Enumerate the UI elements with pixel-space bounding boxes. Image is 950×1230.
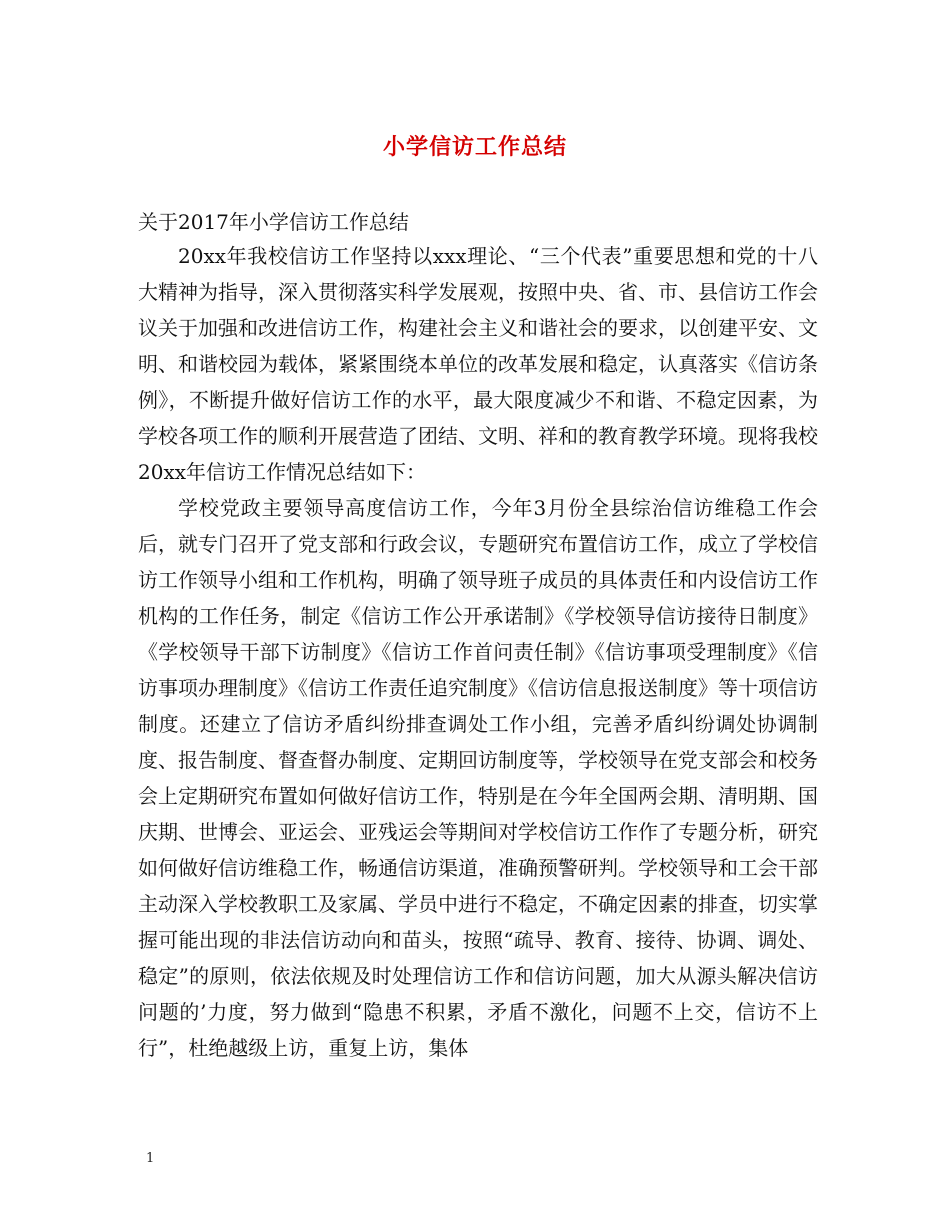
document-title: 小学信访工作总结 (382, 135, 567, 160)
body-paragraph: 学校党政主要领导高度信访工作，今年3月份全县综治信访维稳工作会后，就专门召开了党支部和行政会议，专题研究布置信访工作，成立了学校信访工作领导小组和工作机构，明确了领导班子成员的具体责任和内设信访工作机构的工作任务，制定《信访工作公开承诺制》《学校领导信访接待日制度》《学校领导干部下访制度》《信访工作首问责任制》《信访事项受理制度》《信访事项办理制度》《信访工作责任追究制度》《信访信息报送制度》等十项信访制度。还建立了信访矛盾纠纷排查调处工作小组，完善矛盾纠纷调处协调制度、报告制度、督查督办制度、定期回访制度等，学校领导在党支部会和校务会上定期研究布置如何做好信访工作，特别是在今年全国两会期、清明期、国庆期、世博会、亚运会、亚残运会等期间对学校信访工作作了专题分析，研究如何做好信访维稳工作，畅通信访渠道，准确预警研判。学校领导和工会干部主动深入学校教职工及家属、学员中进行不稳定，不确定因素的排查，切实掌握可能出现的非法信访动向和苗头，按照“疏导、教育、接待、协调、调处、稳定”的原则，依法依规及时处理信访工作和信访问题，加大从源头解决信访问题的’力度，努力做到“隐患不积累，矛盾不激化，问题不上交，信访不上行”，杜绝越级上访，重复上访，集体 (138, 496, 818, 1060)
page-number: 1 (146, 1151, 155, 1166)
document-body (138, 238, 818, 1066)
body-paragraph: 20xx年我校信访工作坚持以xxx理论、“三个代表”重要思想和党的十八大精神为指导，深入贯彻落实科学发展观，按照中央、省、市、县信访工作会议关于加强和改进信访工作，构建社会主义和谐社会的要求，以创建平安、文明、和谐校园为载体，紧紧围绕本单位的改革发展和稳定，认真落实《信访条例》，不断提升做好信访工作的水平，最大限度减少不和谐、不稳定因素，为学校各项工作的顺利开展营造了团结、文明、祥和的教育教学环境。现将我校20xx年信访工作情况总结如下： (138, 244, 818, 484)
document-subtitle: 关于2017年小学信访工作总结 (138, 210, 409, 234)
